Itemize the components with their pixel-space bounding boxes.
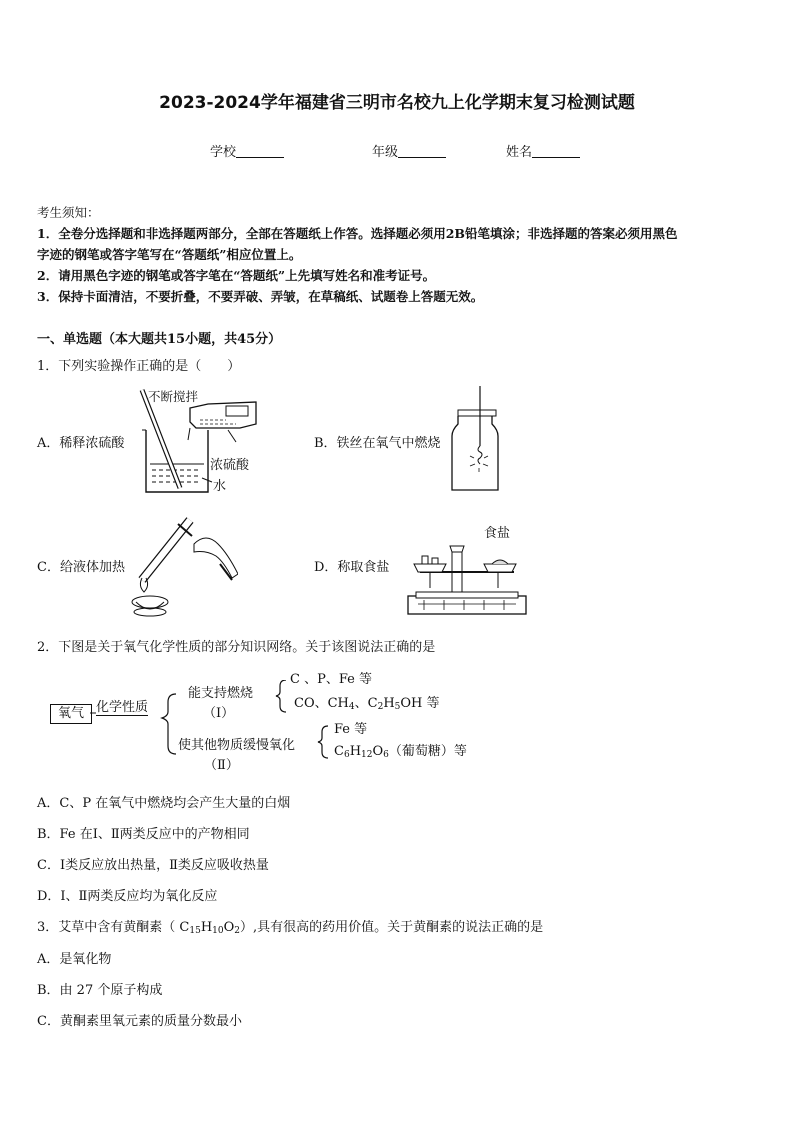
net-chemical-property: 化学性质 (96, 696, 148, 716)
net-oxygen-box: 氧气 (50, 704, 92, 724)
net-branch-1: 能支持燃烧 (188, 686, 254, 701)
q1-option-c: C．给液体加热 (37, 560, 125, 575)
iron-wire-bottle-figure (448, 384, 500, 496)
stir-label: 不断搅拌 (148, 389, 199, 404)
balance-figure (404, 538, 530, 618)
q1-option-d: D．称取食盐 (314, 560, 390, 575)
net-item-glucose: $C_6H_{12}O_6$（葡萄糖）等 (334, 744, 467, 760)
notice-item-1: 1．全卷分选择题和非选择题两部分，全部在答题纸上作答。选择题必须用2B铅笔填涂；非选择题的答案必须用黑色 (37, 226, 678, 241)
q2-option-b: B．Fe 在Ⅰ、Ⅱ两类反应中的产物相同 (37, 827, 250, 842)
net-branch-2-number: （Ⅱ） (204, 758, 239, 773)
section-heading: 一、单选题（本大题共15小题，共45分） (37, 332, 282, 347)
heating-liquid-figure (128, 514, 238, 618)
school-field[interactable]: 学校 (210, 141, 284, 160)
q2-option-d: D．Ⅰ、Ⅱ两类反应均为氧化反应 (37, 889, 218, 904)
q2-option-c: C．Ⅰ类反应放出热量，Ⅱ类反应吸收热量 (37, 858, 269, 873)
q3-option-a: A．是氧化物 (37, 952, 112, 967)
net-item-co-ch4: CO、$CH_4$、$C_2H_5OH$ 等 (294, 696, 440, 712)
notice-item-3: 3．保持卡面清洁，不要折叠，不要弄破、弄皱，在草稿纸、试题卷上答题无效。 (37, 289, 484, 304)
net-branch-1-number: （Ⅰ） (203, 706, 235, 721)
salt-label: 食盐 (484, 526, 511, 541)
acid-label: 浓硫酸 (210, 458, 250, 473)
q1-stem: 1．下列实验操作正确的是（ ） (37, 359, 241, 374)
name-field[interactable]: 姓名 (506, 141, 580, 160)
notice-heading: 考生须知： (37, 205, 100, 220)
page-title: 2023-2024学年福建省三明市名校九上化学期末复习检测试题 (159, 93, 635, 113)
q1-option-a: A．稀释浓硫酸 (37, 436, 125, 451)
q2-option-a: A．C、P 在氧气中燃烧均会产生大量的白烟 (37, 796, 291, 811)
q2-stem: 2．下图是关于氧气化学性质的部分知识网络。关于该图说法正确的是 (37, 640, 436, 655)
net-branch-2: 使其他物质缓慢氧化 (178, 738, 296, 753)
net-item-fe: Fe 等 (334, 722, 368, 737)
water-label: 水 (213, 479, 227, 494)
grade-field[interactable]: 年级 (372, 141, 446, 160)
q3-option-b: B．由 27 个原子构成 (37, 983, 163, 998)
q3-stem: 3．艾草中含有黄酮素（ $C_{15}H_{10}O_2$）,具有很高的药用价值。关于黄酮素的说法正确的是 (37, 920, 544, 936)
q3-option-c: C．黄酮素里氧元素的质量分数最小 (37, 1014, 242, 1029)
net-item-c-p-fe: C 、P、Fe 等 (290, 672, 372, 687)
notice-item-1-cont: 字迹的钢笔或答字笔写在“答题纸”相应位置上。 (37, 247, 302, 262)
notice-item-2: 2．请用黑色字迹的钢笔或答字笔在“答题纸”上先填写姓名和准考证号。 (37, 268, 436, 283)
q1-option-b: B．铁丝在氧气中燃烧 (314, 436, 441, 451)
